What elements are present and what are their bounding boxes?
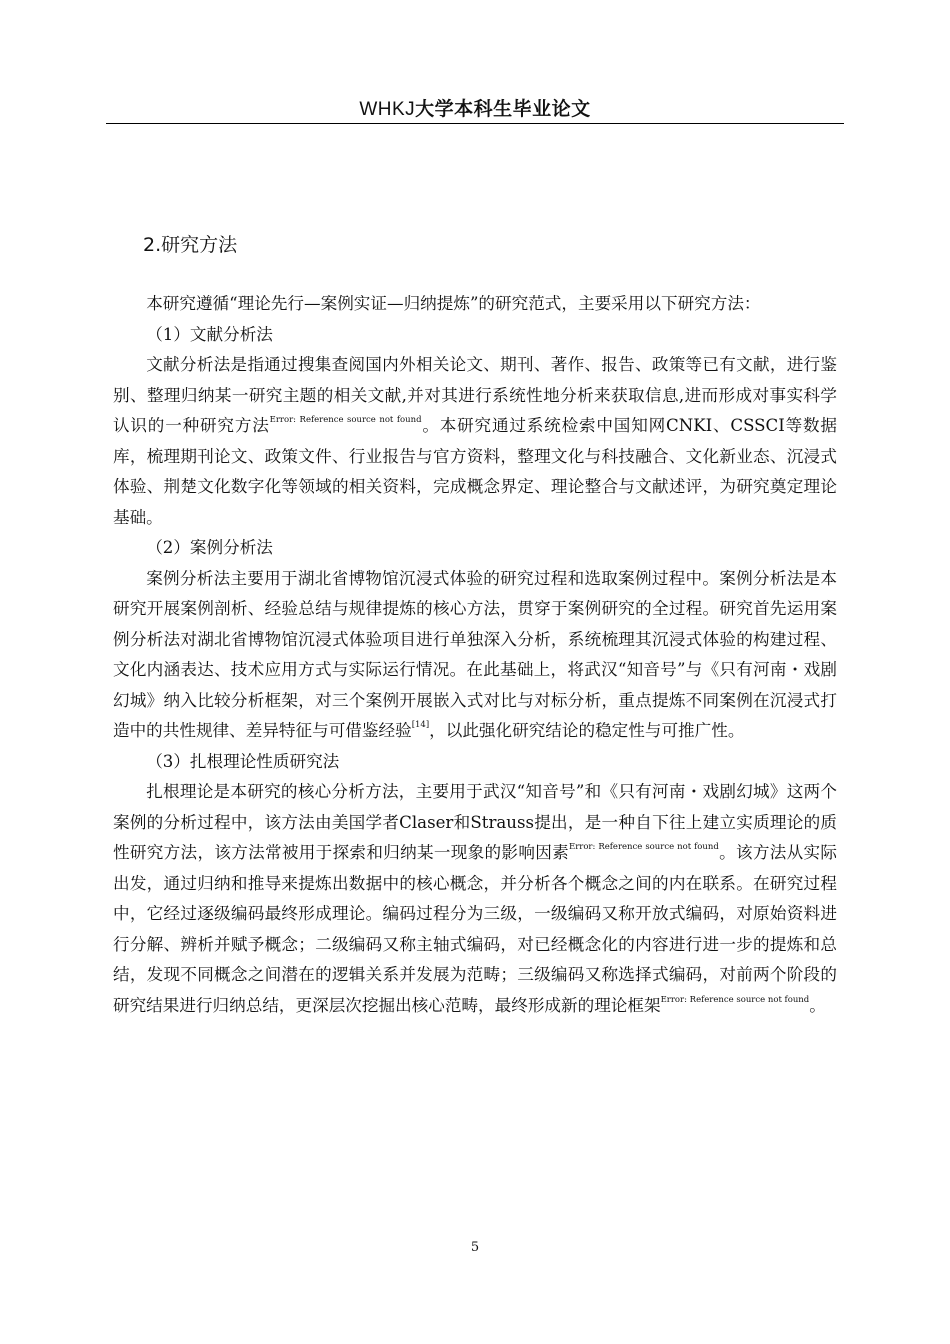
method-2-paragraph [113, 564, 837, 747]
method-1-label: （1）文献分析法 [146, 324, 273, 344]
method-3-label: （3）扎根理论性质研究法 [146, 751, 340, 771]
page-header [106, 94, 844, 121]
method-1-text-b: 。本研究通过系统检索中国知网CNKI、CSSCI等数据库，梳理期刊论文、政策文件、行业报告与官方资料，整理文化与科技融合、文化新业态、沉浸式体验、荆楚文化数字化等领域的相关资料，完成概念界定、理论整合与文献述评，为研究奠定理论基础。 [113, 416, 838, 527]
method-2-text-a: 案例分析法主要用于湖北省博物馆沉浸式体验的研究过程和选取案例过程中。案例分析法是本研究开展案例剖析、经验总结与规律提炼的核心方法，贯穿于案例研究的全过程。研究首先运用案例分析法对湖北省博物馆沉浸式体验项目进行单独深入分析，系统梳理其沉浸式体验的构建过程、文化内涵表达、技术应用方式与实际运行情况。在此基础上，将武汉“知音号”与《只有河南・戏剧幻城》纳入比较分析框架，对三个案例开展嵌入式对比与对标分析，重点提炼不同案例在沉浸式打造中的共性规律、差异特征与可借鉴经验 [113, 568, 837, 740]
body-text [113, 289, 837, 1021]
method-2-reference: [14] [411, 720, 430, 730]
intro-paragraph: 本研究遵循“理论先行—案例实证—归纳提炼”的研究范式，主要采用以下研究方法： [146, 294, 761, 313]
method-1-paragraph [113, 350, 837, 533]
method-1-reference: Error: Reference source not found [269, 415, 422, 425]
method-3-paragraph [113, 777, 837, 1021]
method-3-reference-2: Error: Reference source not found [660, 994, 810, 1005]
header-title: 大学本科生毕业论文 [415, 98, 591, 120]
method-3-text-b: 。该方法从实际出发，通过归纳和推导来提炼出数据中的核心概念，并分析各个概念之间的内在联系。在研究过程中，它经过逐级编码最终形成理论。编码过程分为三级，一级编码又称开放式编码，对原始资料进行分解、辨析并赋予概念；二级编码又称主轴式编码，对已经概念化的内容进行进一步的提炼和总结，发现不同概念之间潜在的逻辑关系并发展为范畴；三级编码又称选择式编码，对前两个阶段的研究结果进行归纳总结，更深层次挖掘出核心范畴，最终形成新的理论框架 [113, 843, 837, 1015]
method-3-reference: Error: Reference source not found [568, 842, 719, 852]
section-heading: 2.研究方法 [143, 234, 238, 256]
page-number: 5 [470, 1240, 480, 1255]
method-1-text-a: 文献分析法是指通过搜集查阅国内外相关论文、期刊、著作、报告、政策等已有文献，进行鉴别、整理归纳某一研究主题的相关文献,并对其进行系统性地分析来获取信息,进而形成对事实科学认识的一种研究方法 [113, 355, 837, 435]
method-2-label: （2）案例分析法 [146, 538, 273, 557]
method-3-text-a: 扎根理论是本研究的核心分析方法，主要用于武汉“知音号”和《只有河南・戏剧幻城》这两个案例的分析过程中，该方法由美国学者Claser和Strauss提出，是一种自下往上建立实质理论的质性研究方法，该方法常被用于探索和归纳某一现象的影响因素 [113, 782, 837, 862]
method-3-text-c: 。 [809, 995, 826, 1015]
header-divider [106, 123, 844, 124]
header-code: WHKJ [359, 99, 416, 120]
method-2-text-b: ，以此强化研究结论的稳定性与可推广性。 [429, 721, 745, 740]
